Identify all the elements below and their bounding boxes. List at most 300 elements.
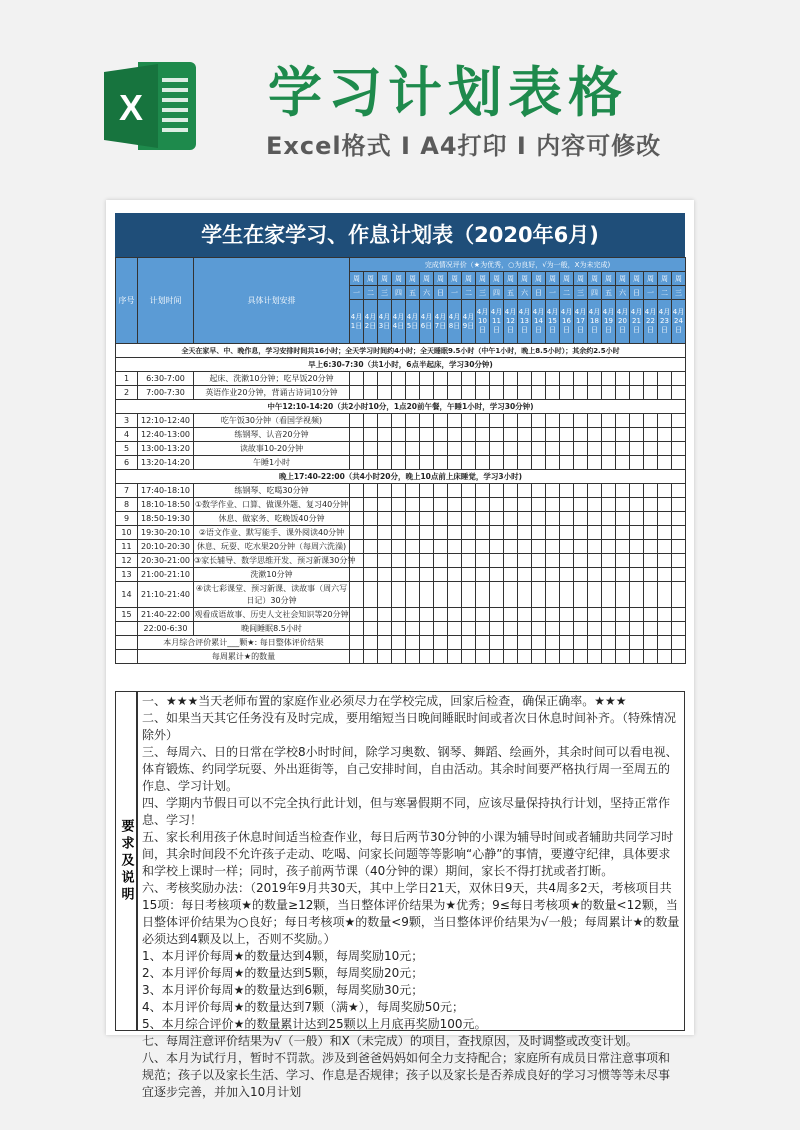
evaluation-cell — [350, 498, 364, 512]
evaluation-cell — [476, 512, 490, 526]
evaluation-cell — [350, 582, 364, 608]
evaluation-cell — [392, 484, 406, 498]
evaluation-cell — [616, 428, 630, 442]
evaluation-cell — [546, 442, 560, 456]
evaluation-cell — [364, 442, 378, 456]
evaluation-cell — [602, 650, 616, 664]
evaluation-cell — [462, 498, 476, 512]
evaluation-cell — [490, 484, 504, 498]
evaluation-cell — [448, 498, 462, 512]
header-date: 4月12日 — [504, 300, 518, 344]
evaluation-cell — [616, 608, 630, 622]
evaluation-cell — [406, 414, 420, 428]
header-week-day: 周 — [350, 272, 364, 286]
evaluation-cell — [434, 414, 448, 428]
evaluation-cell — [532, 386, 546, 400]
evaluation-cell — [602, 540, 616, 554]
evaluation-cell — [448, 456, 462, 470]
evaluation-cell — [658, 428, 672, 442]
requirement-item: 2、本月评价每周★的数量达到5颗，每周奖励20元； — [142, 966, 424, 980]
header-date: 4月5日 — [406, 300, 420, 344]
evaluation-cell — [364, 526, 378, 540]
evaluation-cell — [672, 414, 686, 428]
row-time: 19:30-20:10 — [138, 526, 194, 540]
evaluation-cell — [560, 428, 574, 442]
evaluation-cell — [658, 622, 672, 636]
evaluation-cell — [420, 386, 434, 400]
evaluation-cell — [462, 512, 476, 526]
evaluation-cell — [364, 512, 378, 526]
evaluation-cell — [658, 608, 672, 622]
evaluation-cell — [406, 526, 420, 540]
evaluation-cell — [546, 582, 560, 608]
row-number — [116, 622, 138, 636]
evaluation-cell — [350, 428, 364, 442]
evaluation-cell — [476, 568, 490, 582]
plan-row — [116, 608, 686, 622]
row-number: 6 — [116, 456, 138, 470]
evaluation-cell — [476, 372, 490, 386]
evaluation-cell — [644, 554, 658, 568]
row-task: 练钢琴、吃喝30分钟 — [194, 484, 350, 498]
evaluation-cell — [588, 484, 602, 498]
header-week-day: 周 — [420, 272, 434, 286]
evaluation-cell — [504, 428, 518, 442]
evaluation-cell — [406, 428, 420, 442]
header-week-day: 周 — [434, 272, 448, 286]
header-week-day: 五 — [504, 286, 518, 300]
row-number: 11 — [116, 540, 138, 554]
evaluation-cell — [378, 442, 392, 456]
evaluation-cell — [392, 582, 406, 608]
row-task: ①数学作业、口算、做课外题、复习40分钟 — [194, 498, 350, 512]
evaluation-cell — [462, 636, 476, 650]
evaluation-cell — [504, 442, 518, 456]
header-week-day: 日 — [630, 286, 644, 300]
evaluation-cell — [672, 554, 686, 568]
monthly-evaluation-label: 本月综合评价累计___颗★: 每日整体评价结果 — [138, 636, 350, 650]
evaluation-cell — [644, 414, 658, 428]
evaluation-cell — [616, 498, 630, 512]
evaluation-cell — [420, 372, 434, 386]
monthly-row — [116, 636, 686, 650]
evaluation-cell — [616, 622, 630, 636]
header-week-day: 一 — [546, 286, 560, 300]
evaluation-cell — [644, 568, 658, 582]
row-number: 2 — [116, 386, 138, 400]
evaluation-cell — [588, 512, 602, 526]
evaluation-cell — [434, 526, 448, 540]
section-title-row — [116, 470, 686, 484]
evaluation-cell — [602, 608, 616, 622]
requirement-item: 三、每周六、日的日常在学校8小时时间，除学习奥数、钢琴、舞蹈、绘画外，其余时间可以看电视、体育锻炼、约同学玩耍、外出逛街等，自己安排时间，自由活动。其余时间要严格执行周一至周五的作息、学习计划。 — [142, 745, 678, 793]
sheet-title: 学生在家学习、作息计划表（2020年6月) — [115, 213, 685, 257]
header-date: 4月3日 — [378, 300, 392, 344]
header-week-day: 一 — [644, 286, 658, 300]
evaluation-cell — [504, 568, 518, 582]
header-week-day: 周 — [378, 272, 392, 286]
header-date: 4月19日 — [602, 300, 616, 344]
evaluation-cell — [504, 622, 518, 636]
header-date: 4月22日 — [644, 300, 658, 344]
evaluation-cell — [420, 484, 434, 498]
row-time: 13:00-13:20 — [138, 442, 194, 456]
evaluation-cell — [378, 636, 392, 650]
evaluation-cell — [350, 540, 364, 554]
evaluation-cell — [532, 636, 546, 650]
evaluation-cell — [462, 526, 476, 540]
evaluation-cell — [420, 540, 434, 554]
evaluation-cell — [588, 414, 602, 428]
header-week-day: 四 — [392, 286, 406, 300]
row-task: 观看成语故事、历史人文社会知识等20分钟 — [194, 608, 350, 622]
row-time: 12:10-12:40 — [138, 414, 194, 428]
evaluation-cell — [532, 498, 546, 512]
header-week-day: 二 — [364, 286, 378, 300]
evaluation-cell — [658, 386, 672, 400]
header-date: 4月24日 — [672, 300, 686, 344]
evaluation-cell — [364, 650, 378, 664]
evaluation-cell — [448, 650, 462, 664]
header-date: 4月18日 — [588, 300, 602, 344]
requirement-item: 3、本月评价每周★的数量达到6颗，每周奖励30元； — [142, 983, 424, 997]
evaluation-cell — [616, 554, 630, 568]
evaluation-cell — [364, 428, 378, 442]
evaluation-cell — [588, 386, 602, 400]
evaluation-cell — [504, 484, 518, 498]
evaluation-cell — [504, 512, 518, 526]
evaluation-cell — [602, 414, 616, 428]
header-date: 4月9日 — [462, 300, 476, 344]
evaluation-cell — [644, 526, 658, 540]
header-date: 4月4日 — [392, 300, 406, 344]
evaluation-cell — [630, 386, 644, 400]
evaluation-cell — [364, 498, 378, 512]
evaluation-cell — [532, 442, 546, 456]
evaluation-cell — [406, 484, 420, 498]
evaluation-cell — [546, 650, 560, 664]
evaluation-cell — [490, 526, 504, 540]
evaluation-cell — [378, 608, 392, 622]
evaluation-cell — [350, 442, 364, 456]
requirement-item: 一、★★★当天老师布置的家庭作业必须尽力在学校完成，回家后检查，确保正确率。★★★ — [142, 694, 627, 708]
evaluation-cell — [560, 442, 574, 456]
evaluation-cell — [644, 456, 658, 470]
evaluation-cell — [672, 636, 686, 650]
evaluation-cell — [532, 456, 546, 470]
evaluation-cell — [546, 428, 560, 442]
evaluation-cell — [644, 428, 658, 442]
logo-letter: X — [118, 87, 144, 128]
evaluation-cell — [560, 484, 574, 498]
row-task: ②语文作业、默写能手、课外阅读40分钟 — [194, 526, 350, 540]
evaluation-cell — [672, 372, 686, 386]
evaluation-cell — [448, 372, 462, 386]
evaluation-cell — [658, 442, 672, 456]
evaluation-cell — [378, 568, 392, 582]
evaluation-cell — [392, 608, 406, 622]
header-week-day: 周 — [672, 272, 686, 286]
evaluation-cell — [504, 582, 518, 608]
header-week-day: 一 — [350, 286, 364, 300]
evaluation-cell — [658, 540, 672, 554]
row-number: 7 — [116, 484, 138, 498]
requirement-item: 八、本月为试行月，暂时不罚款。涉及到爸爸妈妈如何全力支持配合；家庭所有成员日常注意事项和规范；孩子以及家长生活、学习、作息是否规律；孩子以及家长是否养成良好的学习习惯等等未尽事宜逐步完善，并加入10月计划 — [142, 1051, 671, 1099]
evaluation-cell — [532, 554, 546, 568]
evaluation-cell — [518, 442, 532, 456]
evaluation-cell — [616, 372, 630, 386]
evaluation-cell — [630, 526, 644, 540]
evaluation-cell — [518, 568, 532, 582]
evaluation-cell — [560, 498, 574, 512]
evaluation-cell — [406, 650, 420, 664]
header-row — [116, 258, 686, 272]
row-time: 20:30-21:00 — [138, 554, 194, 568]
evaluation-cell — [420, 526, 434, 540]
evaluation-cell — [644, 540, 658, 554]
evaluation-cell — [574, 526, 588, 540]
evaluation-cell — [378, 456, 392, 470]
evaluation-cell — [574, 540, 588, 554]
header-week-day: 日 — [532, 286, 546, 300]
evaluation-cell — [406, 582, 420, 608]
row-task: 休息、做家务、吃晚饭40分钟 — [194, 512, 350, 526]
evaluation-cell — [364, 568, 378, 582]
evaluation-cell — [462, 456, 476, 470]
evaluation-cell — [560, 650, 574, 664]
row-number: 10 — [116, 526, 138, 540]
evaluation-cell — [560, 568, 574, 582]
evaluation-cell — [350, 568, 364, 582]
row-task: 起床、洗漱10分钟；吃早饭20分钟 — [194, 372, 350, 386]
evaluation-cell — [616, 636, 630, 650]
evaluation-cell — [350, 650, 364, 664]
evaluation-cell — [490, 456, 504, 470]
evaluation-cell — [462, 414, 476, 428]
evaluation-cell — [574, 414, 588, 428]
evaluation-cell — [504, 526, 518, 540]
evaluation-cell — [448, 484, 462, 498]
evaluation-cell — [532, 650, 546, 664]
evaluation-cell — [420, 414, 434, 428]
evaluation-cell — [630, 498, 644, 512]
evaluation-cell — [602, 372, 616, 386]
plan-row — [116, 582, 686, 608]
evaluation-cell — [546, 554, 560, 568]
header-date: 4月7日 — [434, 300, 448, 344]
row-task: 读故事10-20分钟 — [194, 442, 350, 456]
evaluation-cell — [560, 372, 574, 386]
weekly-row — [116, 650, 686, 664]
evaluation-cell — [602, 554, 616, 568]
evaluation-cell — [630, 608, 644, 622]
evaluation-cell — [518, 512, 532, 526]
evaluation-cell — [476, 386, 490, 400]
evaluation-cell — [630, 582, 644, 608]
header-week-day: 二 — [560, 286, 574, 300]
header-week-day: 周 — [532, 272, 546, 286]
evaluation-cell — [658, 372, 672, 386]
evaluation-cell — [378, 622, 392, 636]
evaluation-cell — [518, 650, 532, 664]
row-time: 7:00-7:30 — [138, 386, 194, 400]
evaluation-cell — [434, 442, 448, 456]
evaluation-cell — [630, 568, 644, 582]
row-time: 20:10-20:30 — [138, 540, 194, 554]
evaluation-cell — [672, 622, 686, 636]
evaluation-cell — [392, 498, 406, 512]
evaluation-cell — [532, 372, 546, 386]
evaluation-cell — [406, 512, 420, 526]
evaluation-cell — [602, 484, 616, 498]
evaluation-cell — [672, 484, 686, 498]
evaluation-cell — [434, 386, 448, 400]
evaluation-cell — [658, 512, 672, 526]
evaluation-cell — [602, 526, 616, 540]
evaluation-cell — [490, 636, 504, 650]
header-week-day: 周 — [560, 272, 574, 286]
header-date: 4月15日 — [546, 300, 560, 344]
evaluation-cell — [602, 636, 616, 650]
header-week-day: 二 — [658, 286, 672, 300]
row-task: 休息、玩耍、吃水果20分钟（每周六洗澡) — [194, 540, 350, 554]
evaluation-cell — [658, 414, 672, 428]
evaluation-cell — [434, 622, 448, 636]
excel-logo-icon — [100, 56, 200, 156]
evaluation-cell — [476, 650, 490, 664]
evaluation-cell — [364, 608, 378, 622]
evaluation-cell — [448, 582, 462, 608]
evaluation-cell — [420, 568, 434, 582]
evaluation-cell — [518, 498, 532, 512]
evaluation-cell — [574, 498, 588, 512]
weekly-star-count-label: 每周累计★的数量 — [138, 650, 350, 664]
evaluation-cell — [462, 608, 476, 622]
evaluation-cell — [420, 428, 434, 442]
evaluation-cell — [434, 484, 448, 498]
evaluation-cell — [462, 568, 476, 582]
evaluation-cell — [462, 554, 476, 568]
evaluation-cell — [406, 636, 420, 650]
requirement-item: 5、本月综合评价★的数量累计达到25颗以上月底再奖励100元。 — [142, 1017, 487, 1031]
header-date: 4月13日 — [518, 300, 532, 344]
evaluation-cell — [546, 622, 560, 636]
evaluation-cell — [532, 414, 546, 428]
row-number: 13 — [116, 568, 138, 582]
evaluation-cell — [658, 498, 672, 512]
evaluation-cell — [378, 484, 392, 498]
evaluation-cell — [518, 622, 532, 636]
evaluation-cell — [392, 428, 406, 442]
evaluation-cell — [588, 372, 602, 386]
evaluation-cell — [490, 386, 504, 400]
evaluation-cell — [672, 386, 686, 400]
header-week-day: 一 — [448, 286, 462, 300]
evaluation-cell — [476, 456, 490, 470]
evaluation-cell — [644, 498, 658, 512]
evaluation-cell — [644, 608, 658, 622]
row-time: 17:40-18:10 — [138, 484, 194, 498]
evaluation-cell — [378, 554, 392, 568]
header-week-day: 周 — [588, 272, 602, 286]
header-week-day: 六 — [518, 286, 532, 300]
header-date: 4月14日 — [532, 300, 546, 344]
requirements-label — [115, 691, 137, 1031]
evaluation-cell — [560, 526, 574, 540]
row-time: 18:50-19:30 — [138, 512, 194, 526]
evaluation-cell — [658, 650, 672, 664]
header-week-day: 周 — [644, 272, 658, 286]
evaluation-cell — [434, 636, 448, 650]
evaluation-cell — [462, 484, 476, 498]
evaluation-cell — [532, 512, 546, 526]
requirement-item: 五、家长利用孩子休息时间适当检查作业，每日后两节30分钟的小课为辅导时间或者辅助共同学习时间，其余时间段不允许孩子走动、吃喝、问家长问题等等影响“心静”的事情，要遵守纪律，具体要求和学校上课时一样；同时，孩子前两节课（40分钟的课）期间，家长不得打扰或者打断。 — [142, 830, 674, 878]
evaluation-cell — [420, 456, 434, 470]
evaluation-cell — [406, 498, 420, 512]
evaluation-cell — [490, 372, 504, 386]
evaluation-cell — [420, 650, 434, 664]
banner-title: 学习计划表格 — [268, 61, 628, 124]
header-evaluation: 完成情况评价（★为优秀，○为良好，√为一般，X为未完成) — [350, 258, 686, 272]
evaluation-cell — [490, 540, 504, 554]
evaluation-cell — [476, 442, 490, 456]
evaluation-cell — [476, 636, 490, 650]
evaluation-cell — [378, 650, 392, 664]
evaluation-cell — [588, 526, 602, 540]
evaluation-cell — [630, 414, 644, 428]
header-week-day: 四 — [588, 286, 602, 300]
evaluation-cell — [434, 372, 448, 386]
evaluation-cell — [504, 540, 518, 554]
header-week-day: 周 — [462, 272, 476, 286]
evaluation-cell — [658, 582, 672, 608]
row-number: 4 — [116, 428, 138, 442]
evaluation-cell — [364, 540, 378, 554]
evaluation-cell — [392, 554, 406, 568]
evaluation-cell — [378, 540, 392, 554]
evaluation-cell — [350, 526, 364, 540]
plan-row — [116, 498, 686, 512]
row-time: 21:10-21:40 — [138, 582, 194, 608]
evaluation-cell — [378, 498, 392, 512]
evaluation-cell — [490, 582, 504, 608]
evaluation-cell — [560, 582, 574, 608]
evaluation-cell — [434, 540, 448, 554]
evaluation-cell — [420, 554, 434, 568]
evaluation-cell — [616, 442, 630, 456]
evaluation-cell — [574, 608, 588, 622]
evaluation-cell — [364, 484, 378, 498]
evaluation-cell — [378, 414, 392, 428]
evaluation-cell — [616, 484, 630, 498]
plan-row — [116, 554, 686, 568]
evaluation-cell — [490, 622, 504, 636]
header-week-day: 五 — [406, 286, 420, 300]
evaluation-cell — [476, 484, 490, 498]
evaluation-cell — [490, 414, 504, 428]
evaluation-cell — [616, 456, 630, 470]
summary-line: 全天在家早、中、晚作息，学习安排时间共16小时；全天学习时间约4小时；全天睡眠9.5小时（中午1小时，晚上8.5小时）；其余约2.5小时 — [116, 344, 686, 358]
evaluation-cell — [588, 622, 602, 636]
evaluation-cell — [434, 428, 448, 442]
header-date: 4月1日 — [350, 300, 364, 344]
evaluation-cell — [392, 526, 406, 540]
evaluation-cell — [574, 512, 588, 526]
evaluation-cell — [490, 442, 504, 456]
evaluation-cell — [588, 456, 602, 470]
header-week-day: 三 — [476, 286, 490, 300]
evaluation-cell — [630, 512, 644, 526]
